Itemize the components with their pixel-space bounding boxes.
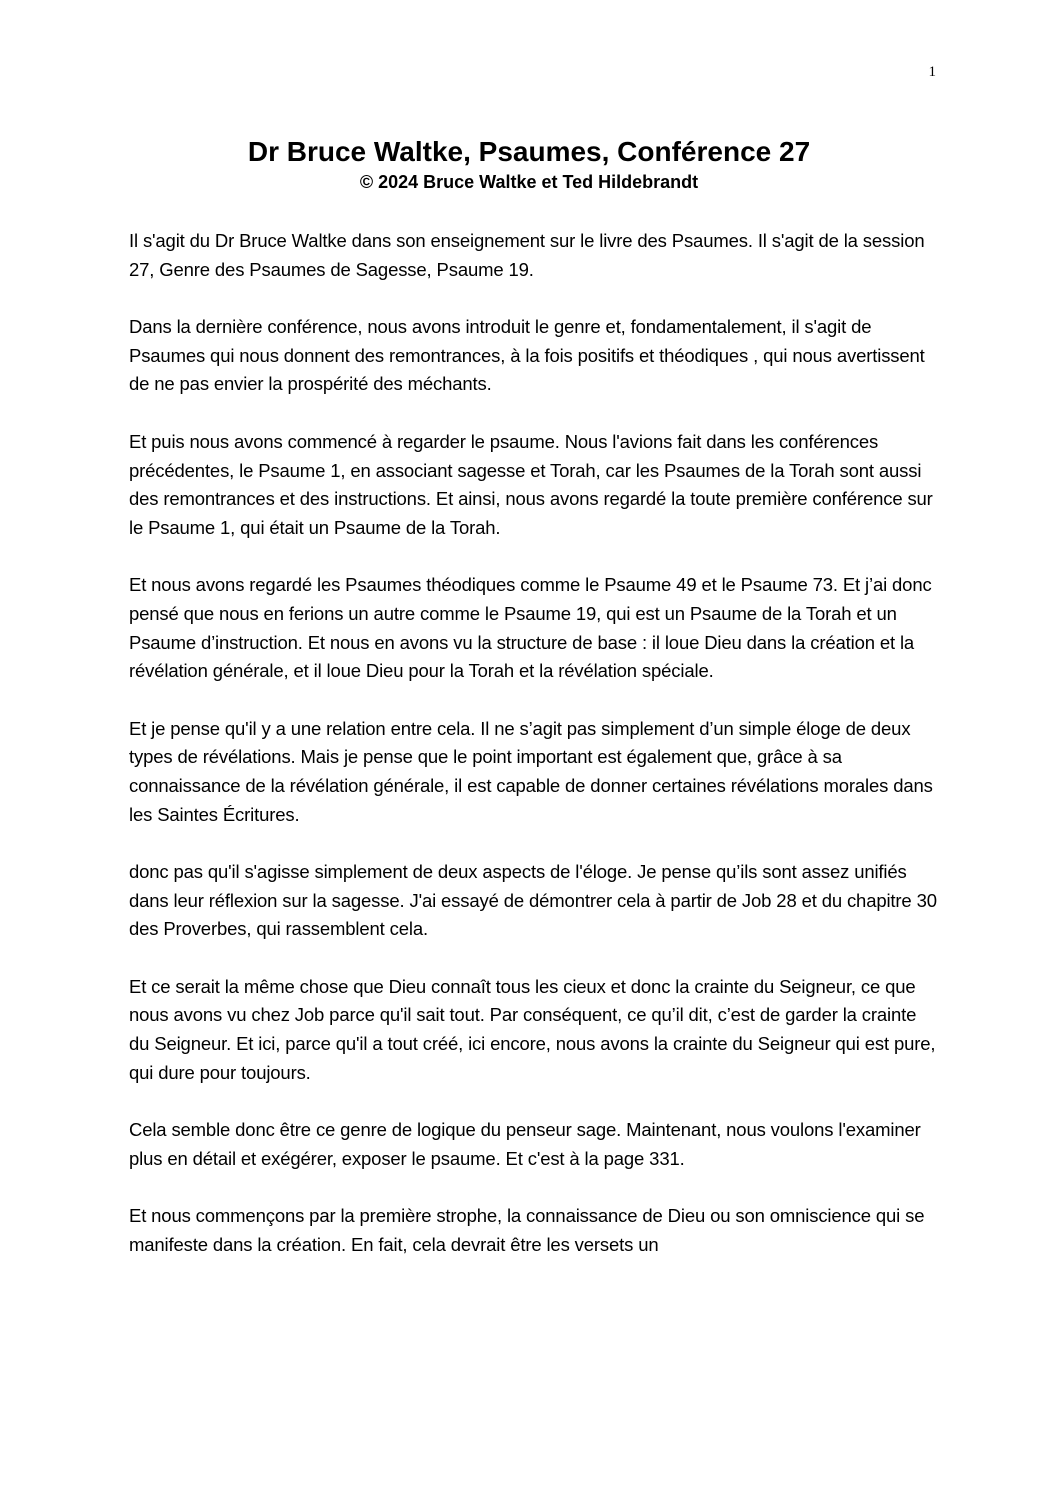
paragraph: donc pas qu'il s'agisse simplement de deux aspects de l'éloge. Je pense qu’ils sont assez unifiés dans leur réflexion sur la sagesse. J'ai essayé de démontrer cela à partir de Job 28 et du chapitre 30 des Proverbes, qui rassemblent cela. [129,861,937,940]
paragraph: Il s'agit du Dr Bruce Waltke dans son enseignement sur le livre des Psaumes. Il s'agit de la session 27, Genre des Psaumes de Sagesse, Psaume 19. [129,230,925,280]
paragraph: Et je pense qu'il y a une relation entre cela. Il ne s’agit pas simplement d’un simple éloge de deux types de révélations. Mais je pense que le point important est également que, grâce à sa connaissance de la révélation générale, il est capable de donner certaines révélations morales dans les Saintes Écritures. [129,717,933,825]
paragraph: Et nous commençons par la première strophe, la connaissance de Dieu ou son omniscience qui se manifeste dans la création. En fait, cela devrait être les versets un [129,1205,925,1256]
document-header [0,134,1058,194]
paragraph: Dans la dernière conférence, nous avons introduit le genre et, fondamentalement, il s'agit de Psaumes qui nous donnent des remontrances, à la fois positifs et théodiques , qui nous avertissent de ne pas envier la prospérité des méchants. [129,316,925,395]
paragraph: Cela semble donc être ce genre de logique du penseur sage. Maintenant, nous voulons l'examiner plus en détail et exégérer, exposer le psaume. Et c'est à la page 331. [129,1119,921,1169]
paragraph: Et ce serait la même chose que Dieu connaît tous les cieux et donc la crainte du Seigneur, ce que nous avons vu chez Job parce qu'il sait tout. Par conséquent, ce qu’il dit, c’est de garder la crainte du Seigneur. Et ici, parce qu'il a tout créé, ici encore, nous avons la crainte du Seigneur qui est pure, qui dure pour toujours. [129,975,936,1083]
document-body [129,227,939,1289]
document-title: Dr Bruce Waltke, Psaumes, Conférence 27 [247,136,811,167]
page-number: 1 [928,64,936,80]
paragraph: Et puis nous avons commencé à regarder le psaume. Nous l'avions fait dans les conférences précédentes, le Psaume 1, en associant sagesse et Torah, car les Psaumes de la Torah sont aussi des remontrances et des instructions. Et ainsi, nous avons regardé la toute première conférence sur le Psaume 1, qui était un Psaume de la Torah. [129,430,933,538]
paragraph: Et nous avons regardé les Psaumes théodiques comme le Psaume 49 et le Psaume 73. Et j’ai donc pensé que nous en ferions un autre comme le Psaume 19, qui est un Psaume de la Torah et un Psaume d’instruction. Et nous en avons vu la structure de base : il loue Dieu dans la création et la révélation générale, et il loue Dieu pour la Torah et la révélation spéciale. [129,574,932,682]
copyright-line: © 2024 Bruce Waltke et Ted Hildebrandt [359,172,699,192]
